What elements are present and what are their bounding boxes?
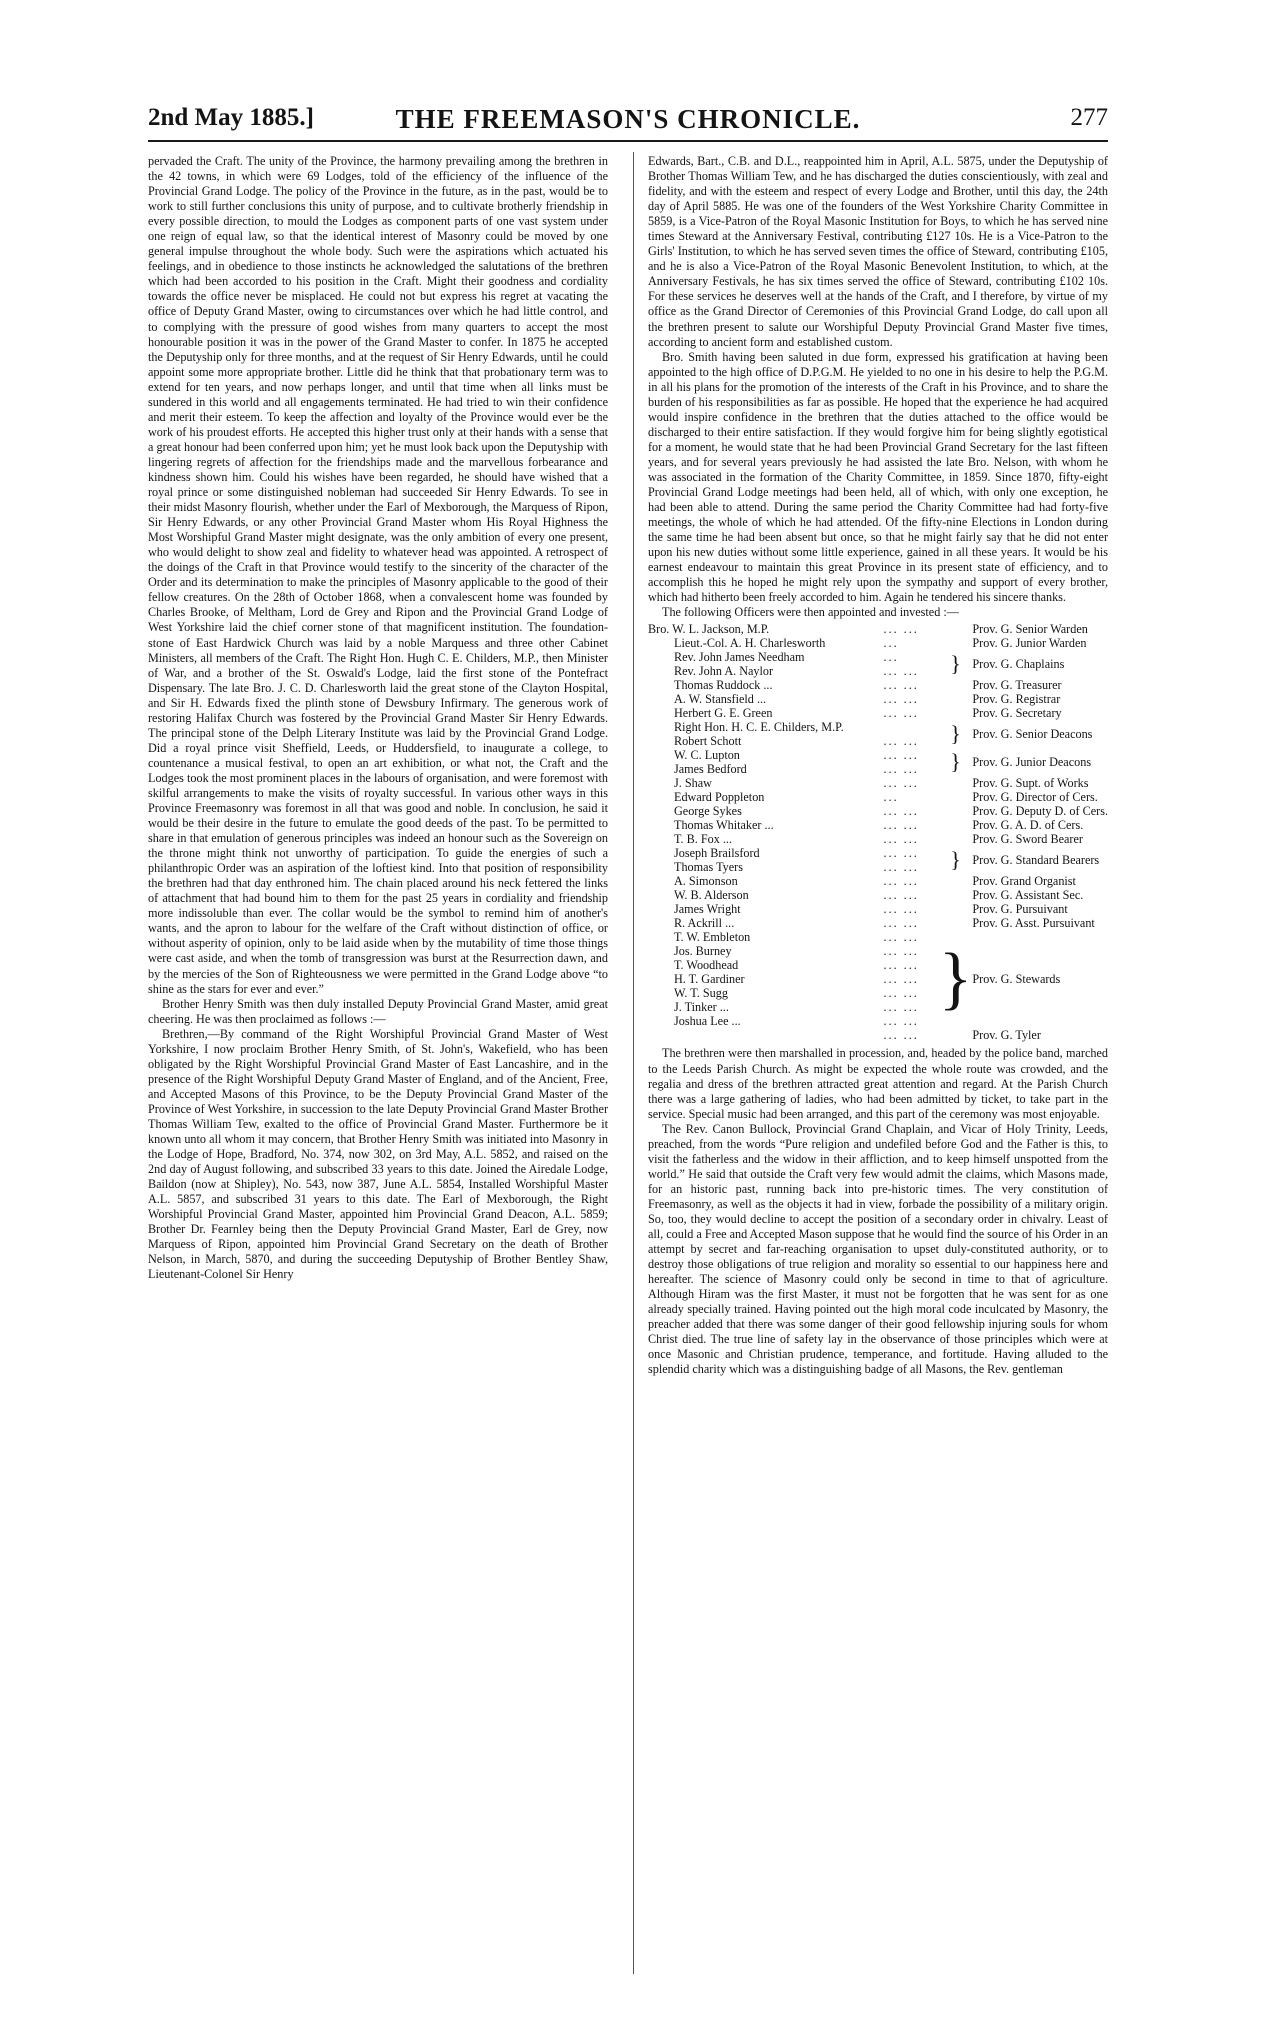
officer-office: Prov. G. Stewards xyxy=(972,972,1061,987)
officer-office: Prov. G. Junior Deacons xyxy=(972,755,1092,770)
officer-name xyxy=(648,1028,883,1042)
officer-name: James Bedford xyxy=(674,762,747,777)
leader-dots: ... xyxy=(883,650,899,665)
leader-dots: ... ... xyxy=(883,986,919,1001)
paragraph: Bro. Smith having been saluted in due form, expressed his gratification at having been appointed to the high office of D.P.G.M. He yielded to no one in his desire to help the P.G.M. in all his plans for the promotion of the interests of the Craft in his Province, and to share the burden of his responsibilities as far as possible. He hoped that the experience he had acquired would inspire confidence in the brethren that the duties attached to the office would be discharged to their entire satisfaction. If they would forgive him for being slightly egotistical for a moment, he would state that he had been Provincial Grand Secretary for the last fifteen years, and for several years previously he had assisted the late Bro. Nelson, with whom he was associated in the formation of the Charity Committee, in 1859. Since 1870, fifty-eight Provincial Grand Lodge meetings had been held, all of which, with only one exception, he had been able to attend. During the same period the Charity Committee had had forty-five meetings, the whole of which he had attended. Of the fifty-nine Elections in London during the same time he had been absent but once, so that he might fairly say that he did not enter upon his new duties without some little experience, gained in all these years. It would be his earnest endeavour to maintain this great Province in its present state of efficiency, and to accomplish this he hoped he might rely upon the sympathy and support of every brother, which had hitherto been freely accorded to him. Again he tendered his sincere thanks. xyxy=(648,349,1108,605)
brace: } xyxy=(950,847,961,873)
leader-dots: ... ... xyxy=(883,832,919,847)
officer-name: George Sykes xyxy=(674,804,742,819)
brace: } xyxy=(950,749,961,775)
leader-dots: ... ... xyxy=(883,762,919,777)
leader-dots: ... ... xyxy=(883,1000,919,1015)
officers-list xyxy=(648,622,1108,1042)
leader-dots: ... ... xyxy=(883,1028,919,1043)
officer-name: T. Woodhead xyxy=(674,958,739,973)
leader-dots: ... ... xyxy=(883,916,919,931)
page-number: 277 xyxy=(1070,104,1108,131)
masthead xyxy=(148,100,1108,142)
officer-office: Prov. G. Deputy D. of Cers. xyxy=(972,804,1108,819)
officer-name: Herbert G. E. Green xyxy=(674,706,773,721)
leader-dots: ... ... xyxy=(883,748,919,763)
leader-dots: ... ... xyxy=(883,972,919,987)
paragraph: pervaded the Craft. The unity of the Province, the harmony prevailing among the brethren in the 42 towns, in which were 69 Lodges, told of the efficiency of the influence of the Provincial Grand Lodge. The policy of the Province in the future, as in the past, would be to work to still further conclusions this unity of purpose, and to cultivate brotherly friendship in every possible direction, to mould the Lodges as component parts of one vast system under one reign of equal law, so that the identical interest of Masonry could be moved by one general impulse throughout the whole body. Such were the aspirations which actuated his feelings, and in obedience to those instincts he acknowledged the salutations of the brethren which had been accorded to his position in the Craft. Might their goodness and cordiality towards the office never be misplaced. He could not but express his regret at vacating the office of Deputy Grand Master, owing to circumstances over which he had little control, and to complying with the pressure of good wishes from many quarters to accept the most honourable position it was in the power of the Grand Master to confer. In 1875 he accepted the Deputyship only for three months, and at the request of Sir Henry Edwards, until he could appoint some more appropriate brother. Little did he think that that probationary term was to extend for ten years, and now perhaps longer, and until that time when all links must be sundered in this world and all engagements terminated. He had tried to win their confidence and merit their esteem. To keep the affection and loyalty of the Province would ever be the work of his proudest efforts. He accepted this higher trust only at their hands with a sense that a great honour had been conferred upon him; yet he must look back upon the Deputyship with lingering regrets of affection for the friendships made and the marvellous forbearance and kindness shown him. Could his wishes have been regarded, he should have wished that a royal prince or some distinguished nobleman had succeeded Sir Henry Edwards. To see in their midst Masonry flourish, whether under the Earl of Mexborough, the Marquess of Ripon, Sir Henry Edwards, or any other Provincial Grand Master whom His Royal Highness the Most Worshipful Grand Master might designate, was the only ambition of every one present, who would delight to show zeal and fidelity to whatever head was appointed. A retrospect of the doings of the Craft in that Province would testify to the sincerity of the character of the Order and its determination to make the principles of Masonry applicable to the good of their fellow creatures. On the 28th of October 1868, when a convalescent home was founded by Charles Brooke, of Meltham, Lord de Grey and Ripon and the Provincial Grand Lodge of West Yorkshire laid the chief corner stone of that magnificent institution. The foundation-stone of East Hardwick Church was laid by a noble Marquess and three other Cabinet Ministers, all members of the Craft. The Right Hon. Hugh C. E. Childers, M.P., then Minister of War, and a brother of the St. Oswald's Lodge, laid the first stone of the Pontefract Dispensary. The late Bro. J. C. D. Charlesworth laid the great stone of the Clayton Hospital, and Sir H. Edwards fixed the plinth stone of Dewsbury Infirmary. The generous work of restoring Halifax Church was fostered by the Provincial Grand Master Sir Henry Edwards. The principal stone of the Delph Literary Institute was laid by the Provincial Grand Lodge. Did a royal prince visit Sheffield, Leeds, or Huddersfield, to inaugurate a college, to countenance a musical festival, to open an art exhibition, or what not, the Craft and the Lodges took the most prominent places in the labours of organisation, and were foremost with skilful arrangements to make the visits of royalty successful. In various other ways in this Province Freemasonry was foremost in all that was good and noble. In conclusion, he said it would be their desire in the future to emulate the good deeds of the past. To be permitted to share in that emulation of generous principles was indeed an honour such as the Sovereign on the throne might think not unworthy of participation. To guide the energies of such a philanthropic Order was an aspiration of the loftiest kind. Into that position of responsibility the brethren had that day enthroned him. The chain placed around his neck fettered the links of attachment that had bound him to them for the past 25 years in cordiality and friendship more indissoluble than ever. The collar would be the symbol to remind him of another's wants, and the apron to labour for the welfare of the Craft without distinction of office, or without asperity of opinion, only to be laid aside when by the mutability of time those things were cast aside, and when the tomb of transgression was burst at the Resurrection dawn, and by the mercies of the Son of Righteousness we were permitted in the Grand Lodge above “to shine as the stars for ever and ever.” xyxy=(148,154,608,996)
leader-dots: ... ... xyxy=(883,958,919,973)
right-column xyxy=(648,154,1108,1974)
officer-name: H. T. Gardiner xyxy=(674,972,745,987)
officer-name: James Wright xyxy=(674,902,741,917)
leader-dots: ... ... xyxy=(883,678,919,693)
leader-dots: ... ... xyxy=(883,734,919,749)
officer-name: A. Simonson xyxy=(674,874,738,889)
leader-dots: ... xyxy=(883,790,899,805)
leader-dots: ... ... xyxy=(883,930,919,945)
leader-dots: ... ... xyxy=(883,776,919,791)
officer-name: R. Ackrill ... xyxy=(674,916,735,931)
officer-name: A. W. Stansfield ... xyxy=(674,692,767,707)
officer-name: Thomas Whitaker ... xyxy=(674,818,774,833)
leader-dots: ... ... xyxy=(883,706,919,721)
officer-office: Prov. G. Chaplains xyxy=(972,657,1065,672)
paragraph: Brother Henry Smith was then duly installed Deputy Provincial Grand Master, amid great cheering. He was then proclaimed as follows :— xyxy=(148,996,608,1026)
officer-name: T. W. Embleton xyxy=(674,930,751,945)
leader-dots: ... ... xyxy=(883,860,919,875)
officer-name: Joshua Lee ... xyxy=(674,1014,741,1029)
officer-office: Prov. Grand Organist xyxy=(972,874,1076,889)
left-column xyxy=(148,154,608,1974)
leader-dots: ... ... xyxy=(883,1014,919,1029)
officer-name: Lieut.-Col. A. H. Charlesworth xyxy=(674,636,826,651)
paragraph: Brethren,—By command of the Right Worshipful Provincial Grand Master of West Yorkshire, I now proclaim Brother Henry Smith, of St. John's, Wakefield, who has been obligated by the Right Worshipful Provincial Grand Master of East Lancashire, and in the presence of the Right Worshipful Deputy Grand Master of England, and of the Ancient, Free, and Accepted Masons of this Province, to be the Deputy Provincial Grand Master of the Province of West Yorkshire, in succession to the late Deputy Provincial Grand Master Brother Thomas William Tew, exalted to the office of Provincial Grand Master. Furthermore be it known unto all whom it may concern, that Brother Henry Smith was initiated into Masonry in the Lodge of Hope, Bradford, No. 374, now 302, on 3rd May, A.L. 5852, and raised on the 2nd day of August following, and subscribed 33 years to this date. Joined the Airedale Lodge, Baildon (now at Shipley), No. 543, now 387, June A.L. 5854, Installed Worshipful Master A.L. 5857, and subscribed 31 years to this date. The Earl of Mexborough, the Right Worshipful Provincial Grand Master, appointed him Provincial Grand Deacon, A.L. 5859; Brother Dr. Fearnley being then the Deputy Provincial Grand Master, Earl de Grey, now Marquess of Ripon, appointed him Provincial Grand Secretary on the death of Brother Nelson, in March, 5870, and during the succeeding Deputyship of Brother Bentley Shaw, Lieutenant-Colonel Sir Henry xyxy=(148,1026,608,1282)
officer-office: Prov. G. A. D. of Cers. xyxy=(972,818,1084,833)
leader-dots: ... ... xyxy=(883,888,919,903)
officer-office: Prov. G. Senior Deacons xyxy=(972,727,1093,742)
officer-name: J. Shaw xyxy=(674,776,712,791)
brace: } xyxy=(950,651,961,677)
officer-office: Prov. G. Sword Bearer xyxy=(972,832,1083,847)
officer-office: Prov. G. Registrar xyxy=(972,692,1061,707)
issue-date: 2nd May 1885.] xyxy=(148,104,314,131)
leader-dots: ... ... xyxy=(883,944,919,959)
officer-name: W. T. Sugg xyxy=(674,986,728,1001)
officer-name: W. B. Alderson xyxy=(674,888,749,903)
paragraph: The brethren were then marshalled in procession, and, headed by the police band, marched to the Leeds Parish Church. As might be expected the whole route was crowded, and the regalia and dress of the brethren attracted great attention and regard. At the Parish Church there was a large gathering of ladies, who had been admitted by ticket, to take part in the service. Special music had been arranged, and this part of the ceremony was most enjoyable. xyxy=(648,1046,1108,1121)
officer-office: Prov. G. Treasurer xyxy=(972,678,1062,693)
officer-office: Prov. G. Supt. of Works xyxy=(972,776,1089,791)
officer-office: Prov. G. Assistant Sec. xyxy=(972,888,1084,903)
officer-name: J. Tinker ... xyxy=(674,1000,729,1015)
officer-office: Prov. G. Secretary xyxy=(972,706,1062,721)
leader-dots: ... xyxy=(883,636,899,651)
officer-office: Prov. G. Asst. Pursuivant xyxy=(972,916,1095,931)
leader-dots: ... ... xyxy=(883,874,919,889)
leader-dots: ... ... xyxy=(883,622,919,637)
leader-dots: ... ... xyxy=(883,846,919,861)
officer-name: Robert Schott xyxy=(674,734,742,749)
officer-office: Prov. G. Standard Bearers xyxy=(972,853,1100,868)
publication-title: THE FREEMASON'S CHRONICLE. xyxy=(395,104,861,134)
officer-name: T. B. Fox ... xyxy=(674,832,733,847)
officer-office: Prov. G. Tyler xyxy=(972,1028,1041,1043)
brace: } xyxy=(938,940,973,1018)
officer-name: Joseph Brailsford xyxy=(674,846,760,861)
brace: } xyxy=(950,721,961,747)
officer-office: Prov. G. Pursuivant xyxy=(972,902,1068,917)
paragraph: The following Officers were then appointed and invested :— xyxy=(662,605,959,620)
officer-name: Rev. John James Needham xyxy=(674,650,805,665)
paragraph: Edwards, Bart., C.B. and D.L., reappointed him in April, A.L. 5875, under the Deputyship of Brother Thomas William Tew, and he has discharged the duties conscientiously, with zeal and fidelity, and with the esteem and respect of every Lodge and Brother, until this day, the 24th day of April 5885. He was one of the founders of the West Yorkshire Charity Committee in 5859, is a Vice-Patron of the Royal Masonic Institution for Boys, to which he has served nine times Steward at the Anniversary Festival, contributing £127 10s. He is a Vice-Patron to the Girls' Institution, to which he has served seven times the office of Steward, contributing £105, and he is also a Vice-Patron of the Royal Masonic Benevolent Institution, to which, at the Anniversary Festivals, he has six times served the office of Steward, contributing £102 10s. For these services he deserves well at the hands of the Craft, and I therefore, by virtue of my office as the Grand Director of Ceremonies of this Provincial Grand Lodge, do call upon all the brethren present to salute our Worshipful Deputy Provincial Grand Master five times, according to ancient form and established custom. xyxy=(648,154,1108,349)
officer-name: Thomas Ruddock ... xyxy=(674,678,773,693)
leader-dots: ... ... xyxy=(883,692,919,707)
column-divider xyxy=(633,152,634,1974)
paragraph: The Rev. Canon Bullock, Provincial Grand Chaplain, and Vicar of Holy Trinity, Leeds, preached, from the words “Pure religion and undefiled before God and the Father is this, to visit the fatherless and the widow in their affliction, and to keep himself unspotted from the world.” He said that outside the Craft very few would admit the claims, which Masons made, for an historic past, running back into pre-historic times. The very constitution of Freemasonry, as well as the objects it had in view, forbade the possibility of a military origin. So, too, they would decline to accept the position of a secondary order in chivalry. Least of all, could a Free and Accepted Mason suppose that he would find the source of his Order in an attempt by secret and far-reaching organisation to upset duly-constituted authority, or to destroy those obligations of true religion and morality so essential to our happiness here and hereafter. The science of Masonry could only be second in time to that of agriculture. Although Hiram was the first Master, it must not be forgotten that he was sent for as one already specially trained. Having pointed out the high moral code inculcated by Masonry, the preacher added that there was some danger of their good fellowship injuring souls for whom Christ died. The true line of safety lay in the observance of those principles which were at once Masonic and Christian prudence, temperance, and fortitude. Having alluded to the splendid charity which was a distinguishing badge of all Masons, the Rev. gentleman xyxy=(648,1121,1108,1377)
officer-name: Edward Poppleton xyxy=(674,790,765,805)
officer-name: Jos. Burney xyxy=(674,944,732,959)
officer-name: W. C. Lupton xyxy=(674,748,740,763)
officer-name: Thomas Tyers xyxy=(674,860,743,875)
officer-name: Rev. John A. Naylor xyxy=(674,664,774,679)
leader-dots: ... ... xyxy=(883,804,919,819)
officer-office: Prov. G. Senior Warden xyxy=(972,622,1088,637)
leader-dots: ... ... xyxy=(883,902,919,917)
officer-office: Prov. G. Junior Warden xyxy=(972,636,1087,651)
officer-name: Bro. W. L. Jackson, M.P. xyxy=(648,622,770,637)
officer-name: Right Hon. H. C. E. Childers, M.P. xyxy=(674,720,844,735)
leader-dots: ... ... xyxy=(883,818,919,833)
leader-dots: ... ... xyxy=(883,664,919,679)
officer-office: Prov. G. Director of Cers. xyxy=(972,790,1098,805)
